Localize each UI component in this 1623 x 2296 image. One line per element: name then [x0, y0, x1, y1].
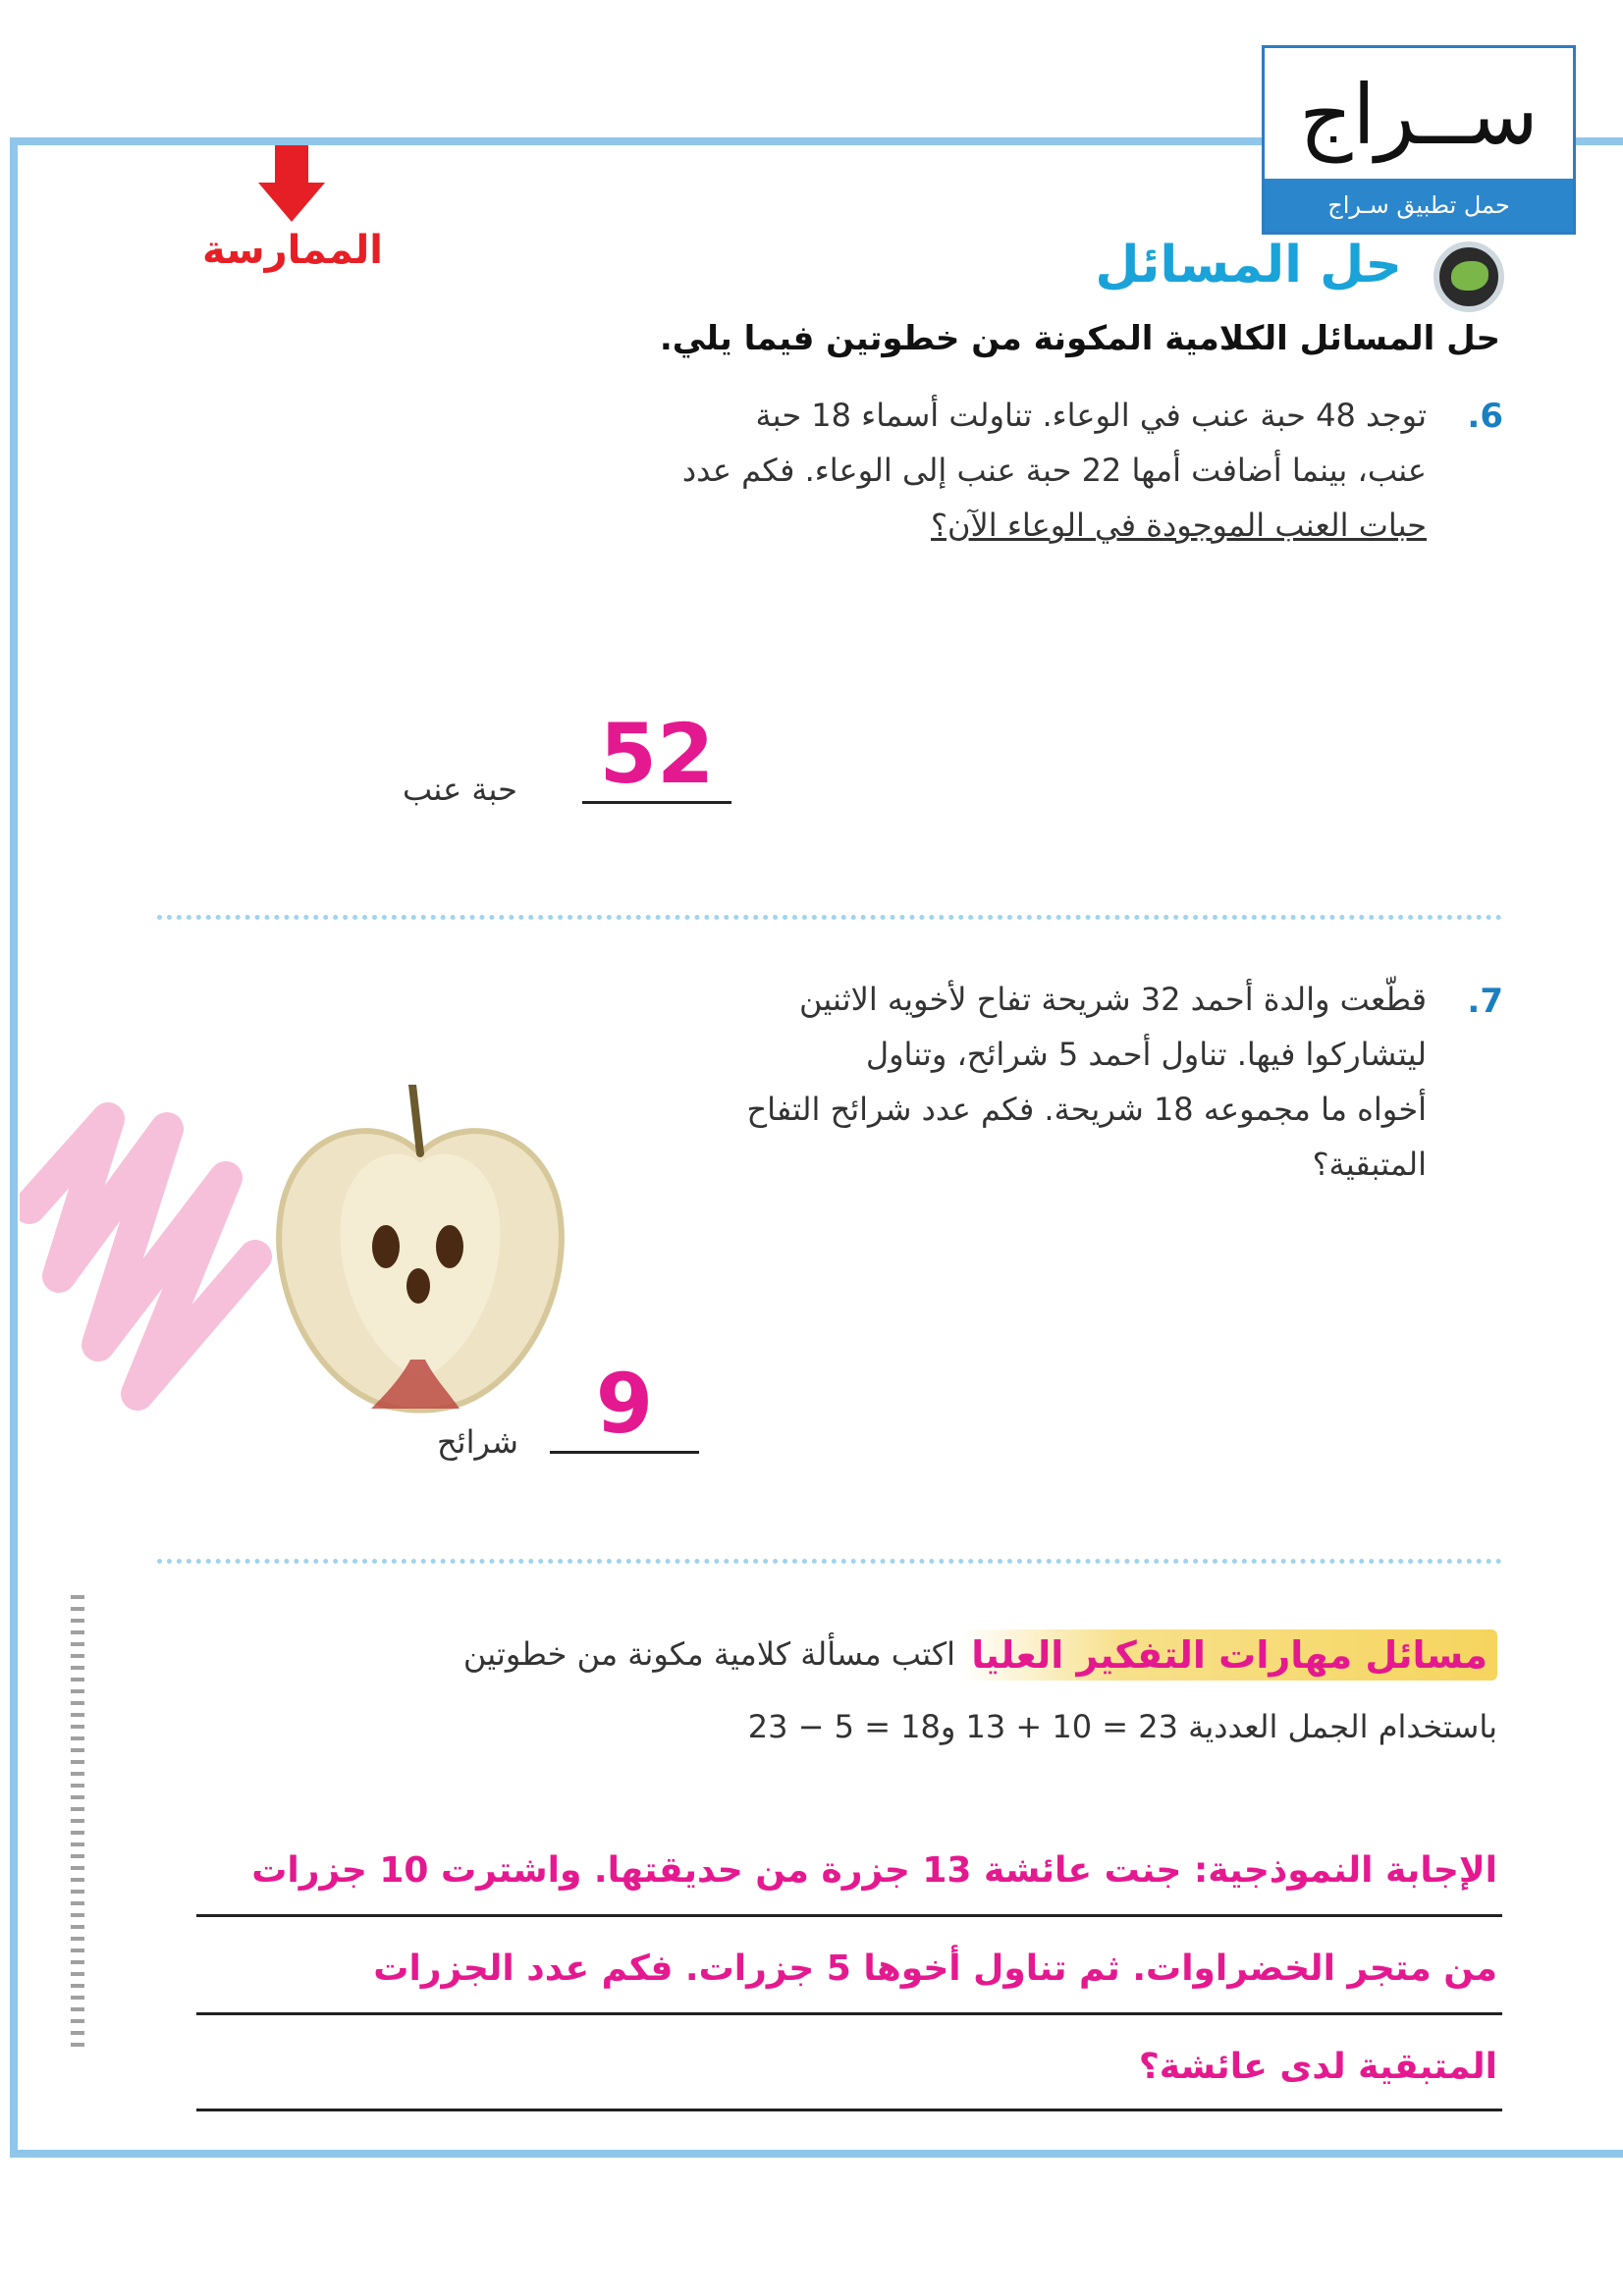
down-arrow-head-icon — [258, 183, 325, 222]
question-6-text — [415, 388, 1427, 553]
question-6-line: حبات العنب الموجودة في الوعاء الآن؟ — [931, 507, 1427, 544]
answer-writing-line — [196, 1914, 1502, 1917]
answer-writing-line — [196, 2012, 1502, 2015]
question-7-line: المتبقية؟ — [1312, 1146, 1427, 1183]
model-answer-line-3: المتبقية لدى عائشة؟ — [1138, 2047, 1497, 2087]
answer-writing-line — [196, 2109, 1502, 2111]
apple-half-image — [263, 1085, 577, 1418]
logo-wordmark: ســراج — [1299, 67, 1539, 163]
section-instruction: حل المسائل الكلامية المكونة من خطوتين فيما يلي. — [659, 319, 1500, 358]
question-6-unit: حبة عنب — [403, 771, 517, 808]
hots-line-2: باستخدام الجمل العددية 23 = 10 + 13 و18 = 5 − 23 — [747, 1708, 1497, 1745]
model-answer-line-2: من متجر الخضراوات. ثم تناول أخوها 5 جزرات. فكم عدد الجزرات — [373, 1949, 1497, 1989]
model-answer-line-1: الإجابة النموذجية: جنت عائشة 13 جزرة من حديقتها. واشترت 10 جزرات — [251, 1850, 1497, 1891]
down-arrow-icon — [275, 145, 308, 185]
question-7-line: ليتشاركوا فيها. تناول أحمد 5 شرائح، وتناول — [865, 1036, 1427, 1073]
question-6-line: توجد 48 حبة عنب في الوعاء. تناولت أسماء 18 حبة — [755, 397, 1427, 434]
question-7-line: أخواه ما مجموعه 18 شريحة. فكم عدد شرائح التفاح — [746, 1091, 1427, 1128]
globe-icon — [1434, 241, 1504, 312]
question-7-line: قطّعت والدة أحمد 32 شريحة تفاح لأخويه الاثنين — [799, 981, 1427, 1018]
question-6-answer: 52 — [582, 705, 731, 804]
section-divider — [157, 1559, 1502, 1564]
question-6-number: .6 — [1467, 397, 1503, 436]
logo-tagline: حمل تطبيق سـراج — [1265, 179, 1573, 232]
question-7-number: .7 — [1467, 982, 1503, 1021]
section-divider — [157, 915, 1502, 920]
pink-scribble-decoration — [20, 1060, 275, 1433]
section-title: حل المسائل — [1095, 236, 1402, 294]
question-7-unit: شرائح — [437, 1423, 518, 1461]
question-6-line: عنب، بينما أضافت أمها 22 حبة عنب إلى الوعاء. فكم عدد — [681, 452, 1427, 489]
hots-badge: مسائل مهارات التفكير العليا — [961, 1629, 1497, 1681]
question-7-answer: 9 — [550, 1355, 699, 1454]
hots-line-1: اكتب مسألة كلامية مكونة من خطوتين — [462, 1635, 955, 1673]
question-7-text — [641, 972, 1427, 1192]
siraj-logo[interactable] — [1262, 45, 1576, 235]
practice-label: الممارسة — [201, 228, 383, 273]
side-print-code — [71, 1595, 84, 2047]
